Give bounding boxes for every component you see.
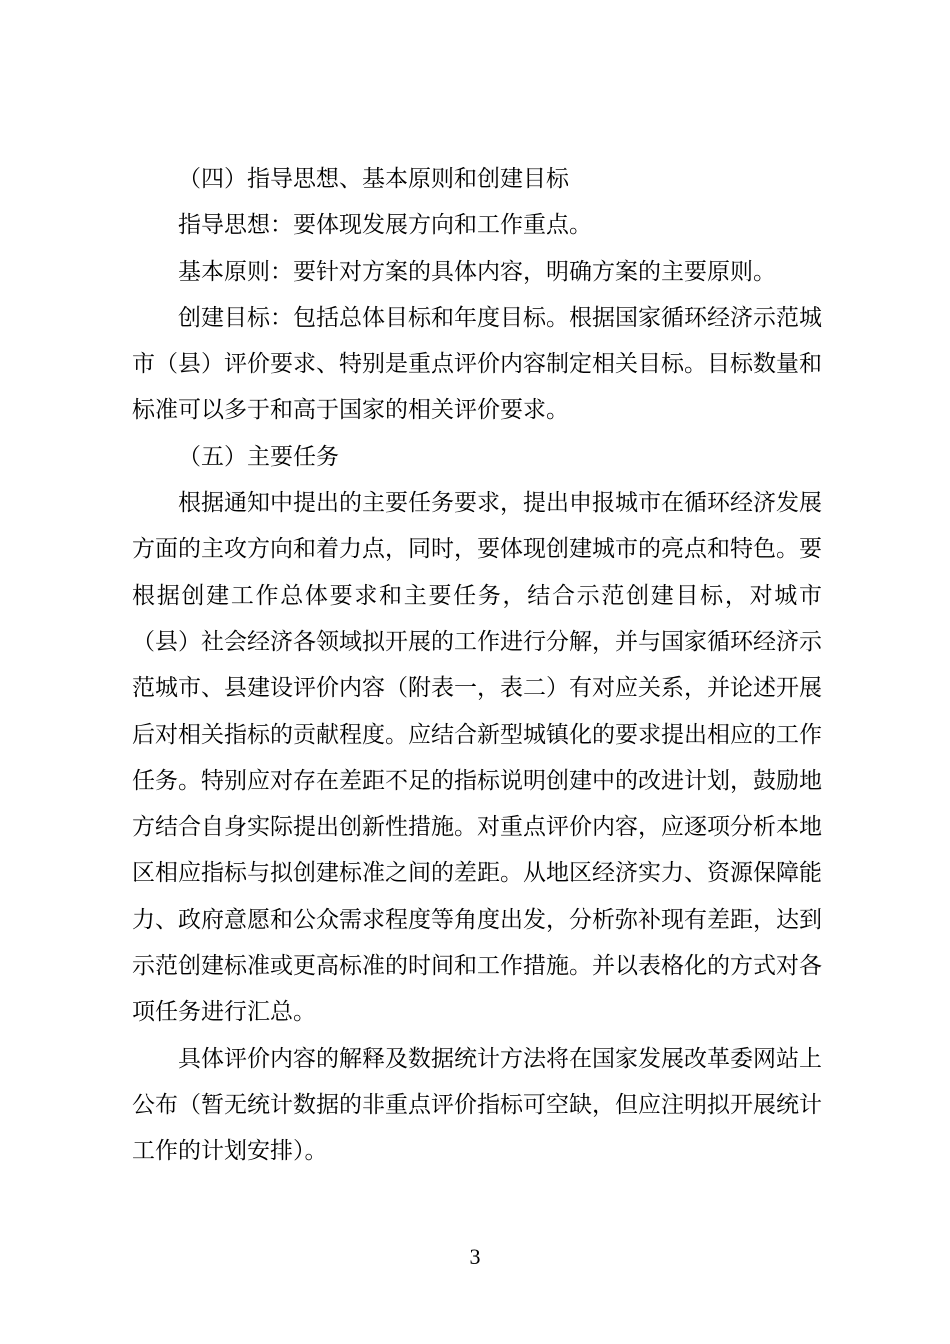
body-text — [132, 156, 822, 1175]
paragraph-evaluation-details: 具体评价内容的解释及数据统计方法将在国家发展改革委网站上公布（暂无统计数据的非重点评价指标可空缺，但应注明拟开展统计工作的计划安排）。 — [132, 1045, 822, 1165]
paragraph-main-tasks: 根据通知中提出的主要任务要求，提出申报城市在循环经济发展方面的主攻方向和着力点，同时，要体现创建城市的亮点和特色。要根据创建工作总体要求和主要任务，结合示范创建目标，对城市（县）社会经济各领域拟开展的工作进行分解，并与国家循环经济示范城市、县建设评价内容（附表一，表二）有对应关系，并论述开展后对相关指标的贡献程度。应结合新型城镇化的要求提出相应的工作任务。特别应对存在差距不足的指标说明创建中的改进计划，鼓励地方结合自身实际提出创新性措施。对重点评价内容，应逐项分析本地区相应指标与拟创建标准之间的差距。从地区经济实力、资源保障能力、政府意愿和公众需求程度等角度出发，分析弥补现有差距，达到示范创建标准或更高标准的时间和工作措施。并以表格化的方式对各项任务进行汇总。 — [132, 490, 822, 1026]
section-heading-guiding-principles: （四）指导思想、基本原则和创建目标 — [178, 166, 569, 192]
section-heading-main-tasks: （五）主要任务 — [178, 443, 339, 470]
paragraph-basic-principles: 基本原则：要针对方案的具体内容，明确方案的主要原则。 — [178, 258, 776, 285]
paragraph-guiding-ideology: 指导思想：要体现发展方向和工作重点。 — [178, 212, 592, 239]
page-number: 3 — [469, 1244, 481, 1269]
paragraph-creation-goals: 创建目标：包括总体目标和年度目标。根据国家循环经济示范城市（县）评价要求、特别是重点评价内容制定相关目标。目标数量和标准可以多于和高于国家的相关评价要求。 — [132, 304, 822, 424]
